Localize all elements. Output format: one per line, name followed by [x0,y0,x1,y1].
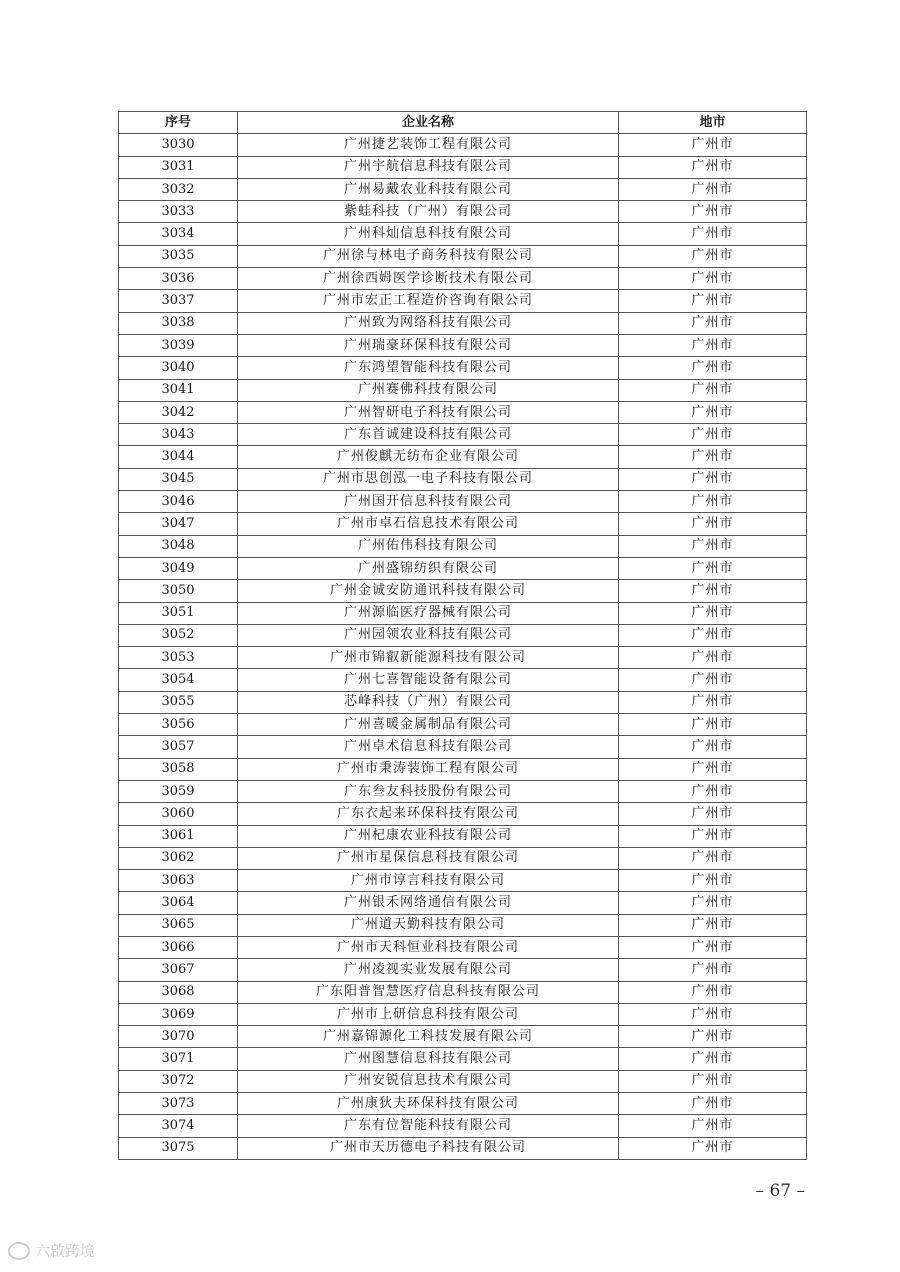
row-city: 广州市 [619,959,807,981]
row-city: 广州市 [619,1048,807,1070]
row-city: 广州市 [619,1093,807,1115]
row-company-name: 广州瑞豪环保科技有限公司 [238,334,619,356]
row-index: 3063 [119,870,238,892]
row-company-name: 广州喜暖金属制品有限公司 [238,714,619,736]
row-index: 3074 [119,1115,238,1137]
table-row [119,691,807,713]
row-company-name: 广州嘉锦源化工科技发展有限公司 [238,1026,619,1048]
row-city: 广州市 [619,156,807,178]
row-index: 3036 [119,268,238,290]
row-index: 3066 [119,936,238,958]
table-row [119,647,807,669]
row-company-name: 广州易戴农业科技有限公司 [238,178,619,200]
table-row [119,624,807,646]
row-index: 3039 [119,334,238,356]
table-row [119,669,807,691]
table-row [119,758,807,780]
table-row [119,245,807,267]
row-company-name: 广州安锐信息技术有限公司 [238,1070,619,1092]
row-index: 3060 [119,803,238,825]
row-city: 广州市 [619,1115,807,1137]
row-index: 3065 [119,914,238,936]
row-company-name: 广州市卓石信息技术有限公司 [238,513,619,535]
table-row [119,268,807,290]
table-row [119,847,807,869]
row-index: 3058 [119,758,238,780]
row-city: 广州市 [619,312,807,334]
row-company-name: 广东衣起来环保科技有限公司 [238,803,619,825]
row-company-name: 广州卓术信息科技有限公司 [238,736,619,758]
table-row [119,424,807,446]
row-index: 3056 [119,714,238,736]
table-row [119,491,807,513]
table-row [119,870,807,892]
row-city: 广州市 [619,736,807,758]
table-row [119,1137,807,1159]
row-city: 广州市 [619,669,807,691]
table-row [119,446,807,468]
table-row [119,803,807,825]
row-city: 广州市 [619,446,807,468]
row-company-name: 广州国开信息科技有限公司 [238,491,619,513]
row-city: 广州市 [619,201,807,223]
row-index: 3073 [119,1093,238,1115]
row-company-name: 广州七喜智能设备有限公司 [238,669,619,691]
table-row [119,1026,807,1048]
row-company-name: 广州捷艺装饰工程有限公司 [238,134,619,156]
row-company-name: 广州金诚安防通讯科技有限公司 [238,580,619,602]
row-company-name: 紫蛙科技（广州）有限公司 [238,201,619,223]
row-city: 广州市 [619,825,807,847]
row-company-name: 广州科灿信息科技有限公司 [238,223,619,245]
table-row [119,1093,807,1115]
row-city: 广州市 [619,401,807,423]
table-row [119,1115,807,1137]
table-row [119,736,807,758]
row-index: 3054 [119,669,238,691]
row-city: 广州市 [619,557,807,579]
row-index: 3044 [119,446,238,468]
row-company-name: 广州市谆言科技有限公司 [238,870,619,892]
row-company-name: 广州盛锦纺织有限公司 [238,557,619,579]
row-company-name: 广州源临医疗器械有限公司 [238,602,619,624]
page-number: – 67 – [755,1181,805,1201]
table-row [119,156,807,178]
row-company-name: 广州银禾网络通信有限公司 [238,892,619,914]
row-city: 广州市 [619,357,807,379]
row-company-name: 广东叁友科技股份有限公司 [238,780,619,802]
row-index: 3071 [119,1048,238,1070]
row-company-name: 广州徐与林电子商务科技有限公司 [238,245,619,267]
row-company-name: 广州道天勤科技有限公司 [238,914,619,936]
row-index: 3033 [119,201,238,223]
row-index: 3048 [119,535,238,557]
row-city: 广州市 [619,223,807,245]
row-index: 3075 [119,1137,238,1159]
row-index: 3037 [119,290,238,312]
row-company-name: 广州市天科恒业科技有限公司 [238,936,619,958]
row-index: 3072 [119,1070,238,1092]
table-row [119,557,807,579]
row-company-name: 广东阳普智慧医疗信息科技有限公司 [238,981,619,1003]
row-city: 广州市 [619,714,807,736]
row-index: 3049 [119,557,238,579]
row-company-name: 广州市上研信息科技有限公司 [238,1003,619,1025]
table-row [119,602,807,624]
row-index: 3045 [119,468,238,490]
row-city: 广州市 [619,936,807,958]
row-city: 广州市 [619,334,807,356]
row-city: 广州市 [619,847,807,869]
row-city: 广州市 [619,981,807,1003]
watermark-text: 六啟跨境 [35,1242,96,1260]
row-city: 广州市 [619,647,807,669]
row-index: 3043 [119,424,238,446]
table-row [119,1003,807,1025]
row-company-name: 广东首诚建设科技有限公司 [238,424,619,446]
row-company-name: 广州市天历德电子科技有限公司 [238,1137,619,1159]
row-index: 3030 [119,134,238,156]
row-company-name: 广州智研电子科技有限公司 [238,401,619,423]
row-index: 3062 [119,847,238,869]
row-city: 广州市 [619,379,807,401]
row-city: 广州市 [619,624,807,646]
row-company-name: 广州市思创泓一电子科技有限公司 [238,468,619,490]
row-index: 3041 [119,379,238,401]
row-index: 3067 [119,959,238,981]
row-city: 广州市 [619,290,807,312]
row-city: 广州市 [619,535,807,557]
table-row [119,1070,807,1092]
row-index: 3070 [119,1026,238,1048]
header-index: 序号 [119,112,238,134]
row-index: 3064 [119,892,238,914]
row-company-name: 广州园领农业科技有限公司 [238,624,619,646]
row-index: 3069 [119,1003,238,1025]
row-company-name: 广州佑伟科技有限公司 [238,535,619,557]
table-row [119,513,807,535]
row-city: 广州市 [619,134,807,156]
row-city: 广州市 [619,870,807,892]
row-company-name: 芯峰科技（广州）有限公司 [238,691,619,713]
row-city: 广州市 [619,513,807,535]
table-row [119,312,807,334]
table-row [119,825,807,847]
row-index: 3040 [119,357,238,379]
row-company-name: 广州宇航信息科技有限公司 [238,156,619,178]
row-company-name: 广州市宏正工程造价咨询有限公司 [238,290,619,312]
row-index: 3035 [119,245,238,267]
watermark [8,1240,95,1261]
table-row [119,714,807,736]
row-company-name: 广州市星保信息科技有限公司 [238,847,619,869]
row-index: 3059 [119,780,238,802]
row-city: 广州市 [619,602,807,624]
table-row [119,201,807,223]
table-row [119,290,807,312]
header-city: 地市 [619,112,807,134]
row-city: 广州市 [619,245,807,267]
row-city: 广州市 [619,1003,807,1025]
table-row [119,334,807,356]
header-company-name: 企业名称 [238,112,619,134]
row-index: 3034 [119,223,238,245]
row-index: 3052 [119,624,238,646]
row-company-name: 广州俊麒无纺布企业有限公司 [238,446,619,468]
row-company-name: 广州徐西姆医学诊断技术有限公司 [238,268,619,290]
row-company-name: 广州赛佛科技有限公司 [238,379,619,401]
row-company-name: 广州市锦叡新能源科技有限公司 [238,647,619,669]
row-city: 广州市 [619,914,807,936]
row-city: 广州市 [619,892,807,914]
table-row [119,357,807,379]
table-row [119,892,807,914]
table-row [119,1048,807,1070]
row-city: 广州市 [619,491,807,513]
row-index: 3068 [119,981,238,1003]
watermark-logo-icon [8,1242,30,1260]
enterprise-table [118,111,807,1160]
row-city: 广州市 [619,580,807,602]
row-city: 广州市 [619,803,807,825]
row-company-name: 广东鸿望智能科技有限公司 [238,357,619,379]
row-company-name: 广州杞康农业科技有限公司 [238,825,619,847]
row-company-name: 广东有位智能科技有限公司 [238,1115,619,1137]
table-row [119,468,807,490]
table-row [119,780,807,802]
row-index: 3046 [119,491,238,513]
table-row [119,580,807,602]
row-index: 3053 [119,647,238,669]
row-index: 3061 [119,825,238,847]
table-row [119,535,807,557]
row-company-name: 广州致为网络科技有限公司 [238,312,619,334]
row-company-name: 广州康狄夫环保科技有限公司 [238,1093,619,1115]
row-city: 广州市 [619,1070,807,1092]
table-row [119,401,807,423]
row-company-name: 广州凌视实业发展有限公司 [238,959,619,981]
row-company-name: 广州市秉涛装饰工程有限公司 [238,758,619,780]
row-index: 3050 [119,580,238,602]
row-city: 广州市 [619,691,807,713]
row-city: 广州市 [619,1137,807,1159]
row-company-name: 广州图慧信息科技有限公司 [238,1048,619,1070]
table-row [119,959,807,981]
row-index: 3031 [119,156,238,178]
row-city: 广州市 [619,758,807,780]
row-index: 3051 [119,602,238,624]
row-city: 广州市 [619,178,807,200]
row-index: 3055 [119,691,238,713]
row-index: 3057 [119,736,238,758]
table-row [119,914,807,936]
table-row [119,936,807,958]
table-row [119,981,807,1003]
row-city: 广州市 [619,1026,807,1048]
row-city: 广州市 [619,468,807,490]
table-row [119,134,807,156]
row-index: 3047 [119,513,238,535]
table-header-row [119,112,807,134]
row-city: 广州市 [619,268,807,290]
table-row [119,178,807,200]
row-city: 广州市 [619,780,807,802]
table-row [119,379,807,401]
row-index: 3042 [119,401,238,423]
row-index: 3038 [119,312,238,334]
row-city: 广州市 [619,424,807,446]
table-row [119,223,807,245]
row-index: 3032 [119,178,238,200]
